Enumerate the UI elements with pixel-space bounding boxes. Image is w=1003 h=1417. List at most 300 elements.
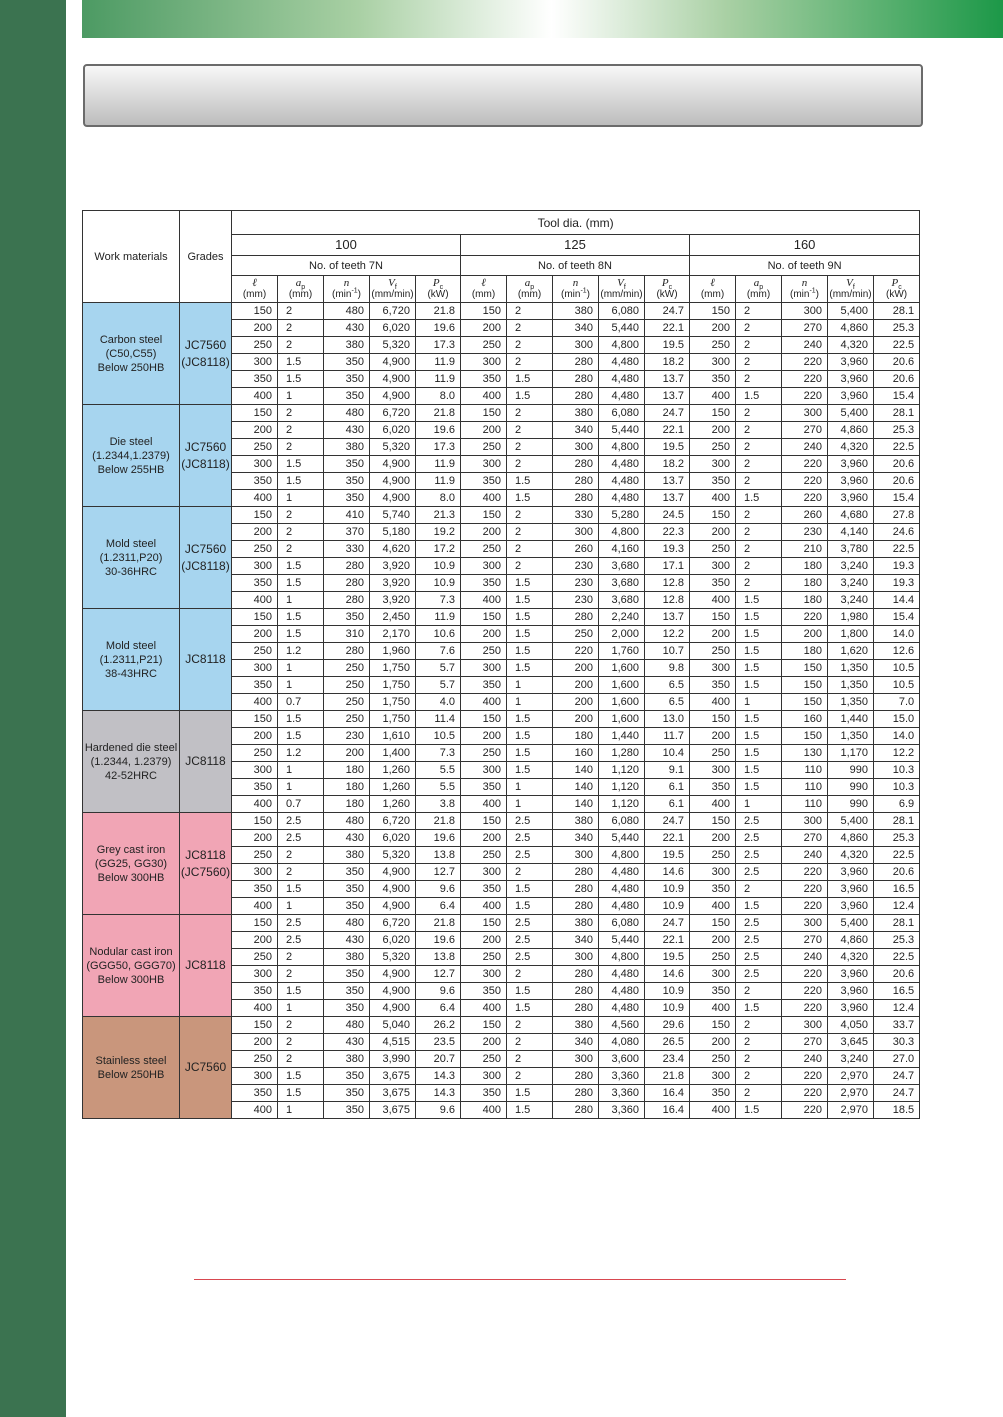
data-cell: 480 xyxy=(324,303,370,320)
material-line: Mold steel xyxy=(105,639,157,652)
data-cell: 4,680 xyxy=(828,507,874,524)
data-cell: 150 xyxy=(461,609,507,626)
data-cell: 2 xyxy=(278,303,324,320)
data-cell: 200 xyxy=(324,745,370,762)
data-cell: 380 xyxy=(553,813,599,830)
material-line: 30-36HRC xyxy=(105,565,157,578)
header-col-pc-0 xyxy=(416,276,461,303)
data-cell: 270 xyxy=(782,422,828,439)
data-cell: 300 xyxy=(232,864,278,881)
data-cell: 240 xyxy=(782,847,828,864)
data-cell: 3,960 xyxy=(828,898,874,915)
data-cell: 1.5 xyxy=(507,711,553,728)
data-cell: 150 xyxy=(232,813,278,830)
data-cell: 280 xyxy=(553,1102,599,1119)
material-line: Grey cast iron xyxy=(96,843,166,856)
data-cell: 1.5 xyxy=(736,388,782,405)
data-cell: 6.9 xyxy=(874,796,920,813)
data-cell: 350 xyxy=(324,371,370,388)
data-cell: 4,800 xyxy=(599,439,645,456)
data-cell: 400 xyxy=(232,1102,278,1119)
data-cell: 3,960 xyxy=(828,490,874,507)
data-cell: 180 xyxy=(553,728,599,745)
data-cell: 1,600 xyxy=(599,660,645,677)
data-cell: 2,240 xyxy=(599,609,645,626)
data-cell: 3,960 xyxy=(828,371,874,388)
data-cell: 2 xyxy=(736,541,782,558)
data-cell: 6,720 xyxy=(370,303,416,320)
data-cell: 12.2 xyxy=(645,626,690,643)
data-cell: 6,020 xyxy=(370,830,416,847)
header-teeth-2: No. of teeth 9N xyxy=(690,256,920,276)
sym-vf-sub: f xyxy=(623,284,626,291)
grade-line: JC7560 xyxy=(184,439,227,454)
data-cell: 250 xyxy=(324,694,370,711)
sym-vf-sub: f xyxy=(852,284,855,291)
data-cell: 2.5 xyxy=(736,915,782,932)
grade-line: JC8118 xyxy=(185,652,226,666)
data-cell: 6.4 xyxy=(416,898,461,915)
data-cell: 2 xyxy=(736,1034,782,1051)
data-cell: 2.5 xyxy=(736,864,782,881)
data-cell: 3,675 xyxy=(370,1085,416,1102)
data-cell: 28.1 xyxy=(874,405,920,422)
data-cell: 160 xyxy=(553,745,599,762)
data-cell: 1,350 xyxy=(828,728,874,745)
data-cell: 400 xyxy=(690,694,736,711)
data-cell: 2 xyxy=(507,1017,553,1034)
data-cell: 300 xyxy=(553,337,599,354)
data-cell: 250 xyxy=(461,541,507,558)
data-cell: 4,480 xyxy=(599,983,645,1000)
grade-line: (JC8118) xyxy=(181,354,230,369)
data-cell: 24.5 xyxy=(645,507,690,524)
data-cell: 220 xyxy=(782,609,828,626)
data-cell: 22.5 xyxy=(874,337,920,354)
data-cell: 2 xyxy=(736,337,782,354)
header-col-pc-2 xyxy=(874,276,920,303)
data-cell: 1.5 xyxy=(278,881,324,898)
data-cell: 4,480 xyxy=(599,371,645,388)
unit-l: (mm) xyxy=(700,289,725,300)
sym-ap: a xyxy=(753,277,760,289)
data-cell: 300 xyxy=(461,354,507,371)
data-cell: 350 xyxy=(324,609,370,626)
data-cell: 110 xyxy=(782,779,828,796)
data-cell: 150 xyxy=(461,507,507,524)
data-cell: 350 xyxy=(690,881,736,898)
data-cell: 2 xyxy=(278,1051,324,1068)
data-cell: 350 xyxy=(232,881,278,898)
data-cell: 1.5 xyxy=(278,983,324,1000)
data-cell: 180 xyxy=(782,592,828,609)
data-cell: 22.1 xyxy=(645,320,690,337)
data-cell: 210 xyxy=(782,541,828,558)
data-cell: 5.7 xyxy=(416,660,461,677)
data-cell: 2 xyxy=(736,320,782,337)
data-cell: 300 xyxy=(553,1051,599,1068)
data-cell: 150 xyxy=(232,609,278,626)
data-cell: 3,990 xyxy=(370,1051,416,1068)
data-cell: 16.5 xyxy=(874,983,920,1000)
data-cell: 220 xyxy=(553,643,599,660)
unit-n: (min xyxy=(331,289,352,300)
data-cell: 300 xyxy=(690,558,736,575)
data-cell: 350 xyxy=(324,1068,370,1085)
data-cell: 4,320 xyxy=(828,949,874,966)
data-cell: 280 xyxy=(553,609,599,626)
data-cell: 4,900 xyxy=(370,864,416,881)
data-cell: 1.5 xyxy=(278,1085,324,1102)
data-cell: 2.5 xyxy=(736,813,782,830)
sym-pc-sub: c xyxy=(439,284,444,291)
data-cell: 1.5 xyxy=(507,473,553,490)
data-cell: 200 xyxy=(690,728,736,745)
data-cell: 150 xyxy=(690,405,736,422)
data-cell: 220 xyxy=(782,388,828,405)
sym-ap-sub: p xyxy=(759,284,764,291)
data-cell: 410 xyxy=(324,507,370,524)
data-cell: 200 xyxy=(553,660,599,677)
data-cell: 16.4 xyxy=(645,1085,690,1102)
data-cell: 10.9 xyxy=(416,558,461,575)
data-cell: 1,260 xyxy=(370,762,416,779)
data-cell: 28.1 xyxy=(874,813,920,830)
data-cell: 310 xyxy=(324,626,370,643)
data-cell: 180 xyxy=(782,643,828,660)
data-cell: 1,400 xyxy=(370,745,416,762)
data-cell: 1,170 xyxy=(828,745,874,762)
data-cell: 14.0 xyxy=(874,728,920,745)
data-cell: 1 xyxy=(507,779,553,796)
data-cell: 250 xyxy=(461,337,507,354)
data-cell: 250 xyxy=(690,541,736,558)
data-cell: 1.5 xyxy=(736,1102,782,1119)
material-line: (1.2311,P20) xyxy=(99,551,163,564)
sym-ap-sub: p xyxy=(301,284,306,291)
data-cell: 23.5 xyxy=(416,1034,461,1051)
data-cell: 12.2 xyxy=(874,745,920,762)
data-cell: 1 xyxy=(278,660,324,677)
data-cell: 280 xyxy=(553,898,599,915)
data-cell: 14.6 xyxy=(645,864,690,881)
data-cell: 14.0 xyxy=(874,626,920,643)
material-cell xyxy=(83,813,180,915)
data-cell: 300 xyxy=(690,864,736,881)
data-cell: 25.3 xyxy=(874,320,920,337)
sym-pc: P xyxy=(432,277,440,289)
data-cell: 230 xyxy=(553,558,599,575)
data-cell: 8.0 xyxy=(416,388,461,405)
material-line: Hardened die steel xyxy=(84,741,178,754)
data-cell: 1.5 xyxy=(736,728,782,745)
data-cell: 3,240 xyxy=(828,575,874,592)
data-cell: 2 xyxy=(278,524,324,541)
data-cell: 13.8 xyxy=(416,949,461,966)
data-cell: 26.5 xyxy=(645,1034,690,1051)
data-cell: 4,800 xyxy=(599,949,645,966)
data-cell: 1,620 xyxy=(828,643,874,660)
data-cell: 2 xyxy=(278,1017,324,1034)
data-cell: 1,600 xyxy=(599,711,645,728)
data-cell: 4,480 xyxy=(599,864,645,881)
data-cell: 400 xyxy=(461,490,507,507)
data-cell: 3,920 xyxy=(370,592,416,609)
data-cell: 11.4 xyxy=(416,711,461,728)
data-cell: 200 xyxy=(690,524,736,541)
data-cell: 28.1 xyxy=(874,303,920,320)
data-cell: 13.7 xyxy=(645,609,690,626)
material-line: (C50,C55) xyxy=(105,347,157,360)
data-cell: 250 xyxy=(232,439,278,456)
data-cell: 2,450 xyxy=(370,609,416,626)
data-cell: 250 xyxy=(690,643,736,660)
data-cell: 1.5 xyxy=(507,881,553,898)
data-cell: 380 xyxy=(324,439,370,456)
data-cell: 3,920 xyxy=(370,558,416,575)
material-line: (GGG50, GGG70) xyxy=(86,959,176,972)
data-cell: 2 xyxy=(736,524,782,541)
data-cell: 350 xyxy=(461,371,507,388)
data-cell: 1 xyxy=(507,677,553,694)
material-line: (1.2344, 1.2379) xyxy=(90,755,172,768)
sym-ap-sub: p xyxy=(530,284,535,291)
header-teeth-1: No. of teeth 8N xyxy=(461,256,690,276)
data-cell: 350 xyxy=(324,1085,370,1102)
sym-n: n xyxy=(343,277,350,289)
data-cell: 270 xyxy=(782,830,828,847)
material-cell xyxy=(83,405,180,507)
data-cell: 430 xyxy=(324,830,370,847)
data-cell: 4,480 xyxy=(599,490,645,507)
data-cell: 2 xyxy=(278,966,324,983)
data-cell: 280 xyxy=(553,1085,599,1102)
data-cell: 7.3 xyxy=(416,592,461,609)
data-cell: 430 xyxy=(324,1034,370,1051)
data-cell: 2 xyxy=(736,881,782,898)
data-cell: 4,515 xyxy=(370,1034,416,1051)
data-cell: 200 xyxy=(782,626,828,643)
data-cell: 1.5 xyxy=(736,592,782,609)
data-cell: 250 xyxy=(690,337,736,354)
data-cell: 250 xyxy=(232,745,278,762)
data-cell: 1,260 xyxy=(370,779,416,796)
data-cell: 21.3 xyxy=(416,507,461,524)
data-cell: 3,780 xyxy=(828,541,874,558)
sym-pc-sub: c xyxy=(898,284,902,291)
data-cell: 3,960 xyxy=(828,864,874,881)
data-cell: 4,620 xyxy=(370,541,416,558)
data-cell: 1,600 xyxy=(599,677,645,694)
data-cell: 220 xyxy=(782,456,828,473)
header-col-l-2 xyxy=(690,276,736,303)
table-row xyxy=(83,405,920,422)
data-cell: 9.6 xyxy=(416,1102,461,1119)
grade-cell xyxy=(180,609,232,711)
data-cell: 3,960 xyxy=(828,456,874,473)
header-col-n-1 xyxy=(553,276,599,303)
data-cell: 12.6 xyxy=(874,643,920,660)
data-cell: 1.5 xyxy=(278,371,324,388)
data-cell: 150 xyxy=(461,813,507,830)
data-cell: 300 xyxy=(461,966,507,983)
data-cell: 19.6 xyxy=(416,830,461,847)
data-cell: 13.8 xyxy=(416,847,461,864)
header-dia-2: 160 xyxy=(690,235,920,256)
data-cell: 1,440 xyxy=(828,711,874,728)
data-cell: 200 xyxy=(461,320,507,337)
data-cell: 4,900 xyxy=(370,881,416,898)
data-cell: 6,020 xyxy=(370,422,416,439)
data-cell: 10.9 xyxy=(645,898,690,915)
data-cell: 17.2 xyxy=(416,541,461,558)
data-cell: 1,750 xyxy=(370,677,416,694)
data-cell: 200 xyxy=(232,830,278,847)
sym-pc-sub: c xyxy=(668,284,673,291)
data-cell: 6.5 xyxy=(645,694,690,711)
data-cell: 10.9 xyxy=(416,575,461,592)
data-cell: 270 xyxy=(782,932,828,949)
left-sidebar-band xyxy=(0,0,66,1417)
data-cell: 150 xyxy=(461,405,507,422)
data-cell: 300 xyxy=(232,456,278,473)
unit-n-close: ) xyxy=(586,289,591,300)
data-cell: 150 xyxy=(782,694,828,711)
data-cell: 250 xyxy=(553,626,599,643)
data-cell: 2 xyxy=(507,320,553,337)
data-cell: 110 xyxy=(782,796,828,813)
data-cell: 1.5 xyxy=(278,473,324,490)
data-cell: 10.9 xyxy=(645,881,690,898)
data-cell: 4,480 xyxy=(599,456,645,473)
data-cell: 150 xyxy=(232,405,278,422)
data-cell: 9.6 xyxy=(416,881,461,898)
data-cell: 14.4 xyxy=(874,592,920,609)
data-cell: 10.3 xyxy=(874,762,920,779)
data-cell: 350 xyxy=(324,1102,370,1119)
data-cell: 2,970 xyxy=(828,1085,874,1102)
data-cell: 350 xyxy=(324,490,370,507)
data-cell: 250 xyxy=(461,745,507,762)
data-cell: 250 xyxy=(690,949,736,966)
data-cell: 1 xyxy=(278,762,324,779)
data-cell: 24.7 xyxy=(645,405,690,422)
data-cell: 300 xyxy=(782,915,828,932)
data-cell: 380 xyxy=(324,1051,370,1068)
data-cell: 3,960 xyxy=(828,388,874,405)
data-cell: 300 xyxy=(690,966,736,983)
data-cell: 300 xyxy=(553,439,599,456)
unit-vf: (mm/min) xyxy=(600,289,643,300)
data-cell: 1.5 xyxy=(736,677,782,694)
data-cell: 150 xyxy=(232,915,278,932)
data-cell: 16.5 xyxy=(874,881,920,898)
data-cell: 4,900 xyxy=(370,898,416,915)
data-cell: 340 xyxy=(553,422,599,439)
data-cell: 150 xyxy=(232,303,278,320)
data-cell: 1,120 xyxy=(599,796,645,813)
data-cell: 260 xyxy=(553,541,599,558)
data-cell: 400 xyxy=(461,694,507,711)
data-cell: 13.7 xyxy=(645,388,690,405)
grade-line: JC8118 xyxy=(185,847,226,862)
data-cell: 400 xyxy=(461,1000,507,1017)
data-cell: 300 xyxy=(690,456,736,473)
data-cell: 350 xyxy=(324,983,370,1000)
data-cell: 150 xyxy=(690,813,736,830)
data-cell: 30.3 xyxy=(874,1034,920,1051)
grade-cell xyxy=(180,303,232,405)
data-cell: 3.8 xyxy=(416,796,461,813)
grade-line: (JC8118) xyxy=(181,558,230,573)
data-cell: 2 xyxy=(736,1017,782,1034)
data-cell: 430 xyxy=(324,422,370,439)
data-cell: 2 xyxy=(736,558,782,575)
data-cell: 300 xyxy=(782,405,828,422)
data-cell: 370 xyxy=(324,524,370,541)
data-cell: 21.8 xyxy=(645,1068,690,1085)
data-cell: 18.2 xyxy=(645,354,690,371)
data-cell: 1 xyxy=(736,796,782,813)
data-cell: 4,480 xyxy=(599,1000,645,1017)
data-cell: 400 xyxy=(232,898,278,915)
data-cell: 250 xyxy=(461,847,507,864)
data-cell: 12.7 xyxy=(416,966,461,983)
data-cell: 2 xyxy=(507,456,553,473)
data-cell: 2 xyxy=(507,524,553,541)
data-cell: 400 xyxy=(232,796,278,813)
data-cell: 10.6 xyxy=(416,626,461,643)
data-cell: 350 xyxy=(461,881,507,898)
data-cell: 1.5 xyxy=(507,609,553,626)
data-cell: 11.9 xyxy=(416,456,461,473)
data-cell: 6,080 xyxy=(599,915,645,932)
data-cell: 18.5 xyxy=(874,1102,920,1119)
data-cell: 200 xyxy=(553,711,599,728)
data-cell: 26.2 xyxy=(416,1017,461,1034)
data-cell: 270 xyxy=(782,320,828,337)
data-cell: 350 xyxy=(461,677,507,694)
data-cell: 300 xyxy=(232,354,278,371)
data-cell: 20.7 xyxy=(416,1051,461,1068)
data-cell: 29.6 xyxy=(645,1017,690,1034)
unit-n: (min xyxy=(560,289,581,300)
data-cell: 350 xyxy=(232,473,278,490)
data-cell: 4,800 xyxy=(599,337,645,354)
data-cell: 1 xyxy=(507,694,553,711)
data-cell: 23.4 xyxy=(645,1051,690,1068)
data-cell: 2.5 xyxy=(507,830,553,847)
unit-n-close: ) xyxy=(815,289,820,300)
data-cell: 2.5 xyxy=(736,949,782,966)
material-cell xyxy=(83,303,180,405)
data-cell: 2 xyxy=(507,439,553,456)
data-cell: 3,960 xyxy=(828,473,874,490)
data-cell: 5,400 xyxy=(828,813,874,830)
data-cell: 2 xyxy=(278,541,324,558)
grade-line: JC8118 xyxy=(185,958,226,972)
data-cell: 4,860 xyxy=(828,422,874,439)
data-cell: 22.1 xyxy=(645,830,690,847)
data-cell: 220 xyxy=(782,490,828,507)
data-cell: 10.5 xyxy=(874,677,920,694)
sym-vf-sub: f xyxy=(394,284,397,291)
table-row xyxy=(83,711,920,728)
data-cell: 2.5 xyxy=(507,813,553,830)
material-line: Carbon steel xyxy=(99,333,163,346)
data-cell: 2 xyxy=(278,507,324,524)
data-cell: 3,960 xyxy=(828,354,874,371)
